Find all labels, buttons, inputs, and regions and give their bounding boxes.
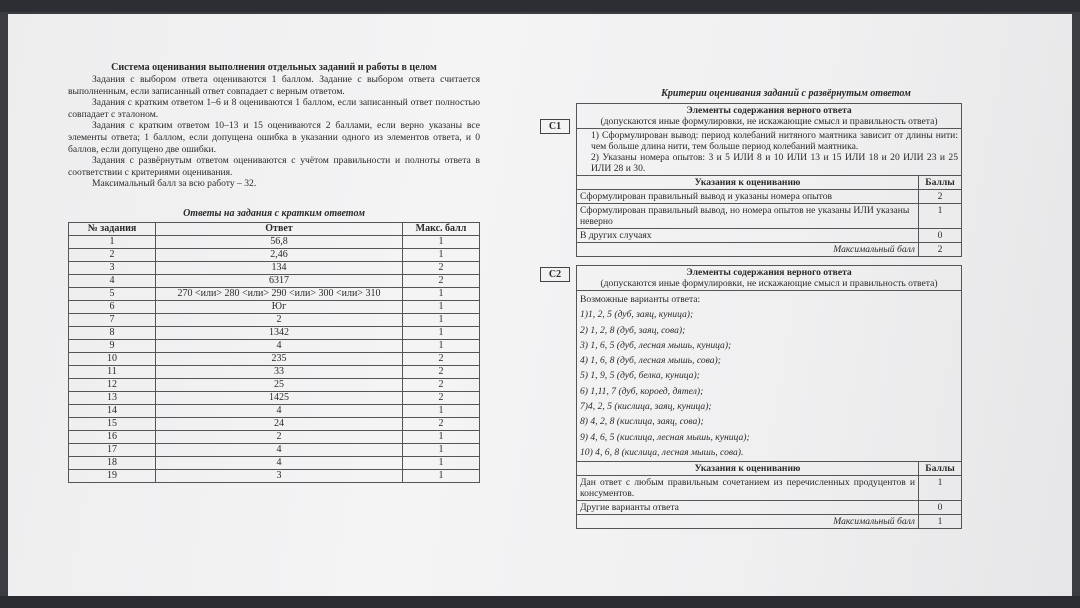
system-paragraph: Задания с выбором ответа оцениваются 1 баллом. Задание с выбором ответа считается выполненным, если записанный ответ совпадает с верным ответом. <box>68 74 480 97</box>
c1-guide-points: 1 <box>919 204 962 229</box>
answer-max-points: 1 <box>403 326 480 339</box>
c1-guide-points: 2 <box>919 190 962 204</box>
c2-max-label: Максимальный балл <box>577 515 919 529</box>
answers-row <box>69 352 480 365</box>
answer-value: 4 <box>156 404 403 417</box>
answer-value: 2 <box>156 313 403 326</box>
answers-row <box>69 430 480 443</box>
c2-variant: 10) 4, 6, 8 (кислица, лесная мышь, сова). <box>580 446 744 458</box>
answer-number: 18 <box>69 456 156 469</box>
c1-element: 2) Указаны номера опытов: 3 и 5 ИЛИ 8 и 10 ИЛИ 13 и 15 ИЛИ 18 и 20 ИЛИ 23 и 25 ИЛИ 28 и 30. <box>591 152 958 174</box>
answer-max-points: 1 <box>403 469 480 482</box>
answer-value: 3 <box>156 469 403 482</box>
answer-value: 270 <или> 280 <или> 290 <или> 300 <или> 310 <box>156 287 403 300</box>
c2-variant: 8) 4, 2, 8 (кислица, заяц, сова); <box>580 416 704 428</box>
answer-number: 7 <box>69 313 156 326</box>
system-title: Система оценивания выполнения отдельных заданий и работы в целом <box>111 62 437 73</box>
answers-row <box>69 365 480 378</box>
system-paragraph: Задания с кратким ответом 10–13 и 15 оцениваются 2 баллами, если верно указаны все элементы ответа; 1 баллом, если допущена ошибка в указании одного из элементов ответа, и 0 баллов, если допущено две ошибки. <box>68 120 480 155</box>
answer-value: 56,8 <box>156 235 403 248</box>
answers-row <box>69 378 480 391</box>
answers-header-number: № задания <box>69 222 156 235</box>
answer-max-points: 1 <box>403 300 480 313</box>
c2-max-value: 1 <box>919 515 962 529</box>
criterion-c1 <box>548 103 962 257</box>
c1-element: 1) Сформулирован вывод: период колебаний нитяного маятника зависит от длины нити: чем больше длина нити, тем больше период колебаний маятника. <box>591 130 958 152</box>
c1-guide-row: Сформулирован правильный вывод и указаны номера опытов <box>577 190 919 204</box>
answer-value: 1425 <box>156 391 403 404</box>
answers-row <box>69 404 480 417</box>
answer-number: 1 <box>69 235 156 248</box>
criteria-title: Критерии оценивания заданий с развёрнутым ответом <box>661 88 911 99</box>
c2-variant: 9) 4, 6, 5 (кислица, лесная мышь, куница); <box>580 431 750 443</box>
criterion-c2-table <box>576 265 962 529</box>
criterion-code-c2: C2 <box>540 267 570 282</box>
answer-max-points: 1 <box>403 235 480 248</box>
c2-points-header: Баллы <box>919 462 962 476</box>
c2-variants-cell <box>577 291 962 462</box>
system-paragraph: Задания с развёрнутым ответом оцениваются с учётом правильности и полноты ответа в соответствии с критериями оценивания. <box>68 155 480 178</box>
answer-number: 12 <box>69 378 156 391</box>
c1-elements-title: Элементы содержания верного ответа <box>686 105 852 116</box>
answer-value: 4 <box>156 339 403 352</box>
c1-elements-header <box>577 104 962 129</box>
answer-number: 14 <box>69 404 156 417</box>
c2-guide-header: Указания к оцениванию <box>577 462 919 476</box>
answer-max-points: 1 <box>403 313 480 326</box>
answers-row <box>69 326 480 339</box>
answer-max-points: 2 <box>403 378 480 391</box>
answer-value: 24 <box>156 417 403 430</box>
criterion-c1-table <box>576 103 962 257</box>
answer-value: 4 <box>156 443 403 456</box>
c1-points-header: Баллы <box>919 176 962 190</box>
answer-value: Юг <box>156 300 403 313</box>
answer-value: 134 <box>156 261 403 274</box>
answer-number: 16 <box>69 430 156 443</box>
answers-row <box>69 313 480 326</box>
answers-row <box>69 287 480 300</box>
answer-number: 4 <box>69 274 156 287</box>
answer-value: 235 <box>156 352 403 365</box>
answer-number: 6 <box>69 300 156 313</box>
answer-number: 15 <box>69 417 156 430</box>
c2-variant: 3) 1, 6, 5 (дуб, лесная мышь, куница); <box>580 339 732 351</box>
answer-number: 17 <box>69 443 156 456</box>
answer-number: 13 <box>69 391 156 404</box>
answer-max-points: 2 <box>403 261 480 274</box>
answer-max-points: 2 <box>403 365 480 378</box>
c2-elements-header <box>577 266 962 291</box>
system-paragraph: Максимальный балл за всю работу – 32. <box>92 178 257 190</box>
left-column <box>68 62 480 483</box>
answer-number: 8 <box>69 326 156 339</box>
answers-title: Ответы на задания с кратким ответом <box>183 207 365 219</box>
criterion-code-c1: C1 <box>540 119 570 134</box>
answers-row <box>69 469 480 482</box>
answer-max-points: 1 <box>403 404 480 417</box>
answers-table <box>68 222 480 483</box>
c2-variant: 7)4, 2, 5 (кислица, заяц, куница); <box>580 401 712 413</box>
c1-max-value: 2 <box>919 243 962 257</box>
answer-max-points: 2 <box>403 417 480 430</box>
answer-max-points: 1 <box>403 443 480 456</box>
c2-variant: 4) 1, 6, 8 (дуб, лесная мышь, сова); <box>580 355 721 367</box>
answer-number: 3 <box>69 261 156 274</box>
answer-number: 19 <box>69 469 156 482</box>
answer-max-points: 1 <box>403 248 480 261</box>
answer-max-points: 1 <box>403 456 480 469</box>
answers-table-body <box>69 235 480 482</box>
c1-guide-points: 0 <box>919 229 962 243</box>
c2-guide-row: Дан ответ с любым правильным сочетанием из перечисленных продуцентов и консументов. <box>577 476 919 501</box>
answer-max-points: 2 <box>403 352 480 365</box>
answers-row <box>69 339 480 352</box>
c2-elements-note: (допускаются иные формулировки, не искажающие смысл и правильность ответа) <box>600 278 938 289</box>
answer-value: 1342 <box>156 326 403 339</box>
answer-number: 9 <box>69 339 156 352</box>
right-column <box>540 88 962 529</box>
c2-variant: 5) 1, 9, 5 (дуб, белка, куница); <box>580 370 700 382</box>
answer-value: 2,46 <box>156 248 403 261</box>
c2-variant: 6) 1,11, 7 (дуб, короед, дятел); <box>580 385 704 397</box>
answer-max-points: 2 <box>403 391 480 404</box>
answer-number: 10 <box>69 352 156 365</box>
criterion-c2 <box>548 265 962 529</box>
c1-guide-row: Сформулирован правильный вывод, но номера опытов не указаны ИЛИ указаны неверно <box>577 204 919 229</box>
answer-max-points: 1 <box>403 287 480 300</box>
answer-value: 33 <box>156 365 403 378</box>
c2-variant: 1)1, 2, 5 (дуб, заяц, куница); <box>580 309 694 321</box>
answer-value: 4 <box>156 456 403 469</box>
answers-row <box>69 456 480 469</box>
answer-value: 6317 <box>156 274 403 287</box>
monitor-bezel <box>0 596 1080 608</box>
answers-row <box>69 417 480 430</box>
c1-guide-header: Указания к оцениванию <box>577 176 919 190</box>
answers-row <box>69 248 480 261</box>
answers-row <box>69 235 480 248</box>
answers-row <box>69 443 480 456</box>
c1-elements-note: (допускаются иные формулировки, не искажающие смысл и правильность ответа) <box>600 116 938 127</box>
answer-number: 11 <box>69 365 156 378</box>
c2-guide-points: 1 <box>919 476 962 501</box>
answer-max-points: 1 <box>403 339 480 352</box>
system-paragraph: Задания с кратким ответом 1–6 и 8 оцениваются 1 баллом, если записанный ответ полностью совпадает с эталоном. <box>68 97 480 120</box>
answers-header-answer: Ответ <box>156 222 403 235</box>
c2-guide-row: Другие варианты ответа <box>577 501 919 515</box>
answer-number: 2 <box>69 248 156 261</box>
answer-max-points: 1 <box>403 430 480 443</box>
answer-value: 25 <box>156 378 403 391</box>
answer-number: 5 <box>69 287 156 300</box>
answer-value: 2 <box>156 430 403 443</box>
answers-row <box>69 261 480 274</box>
c1-elements-cell <box>577 129 962 176</box>
c1-max-label: Максимальный балл <box>577 243 919 257</box>
answers-row <box>69 391 480 404</box>
c1-guide-row: В других случаях <box>577 229 919 243</box>
answer-max-points: 2 <box>403 274 480 287</box>
c2-elements-title: Элементы содержания верного ответа <box>686 267 852 278</box>
c2-guide-points: 0 <box>919 501 962 515</box>
answers-header-max: Макс. балл <box>403 222 480 235</box>
answers-row <box>69 274 480 287</box>
c2-variants-label: Возможные варианты ответа: <box>580 294 701 305</box>
c2-variant: 2) 1, 2, 8 (дуб, заяц, сова); <box>580 324 686 336</box>
answers-row <box>69 300 480 313</box>
